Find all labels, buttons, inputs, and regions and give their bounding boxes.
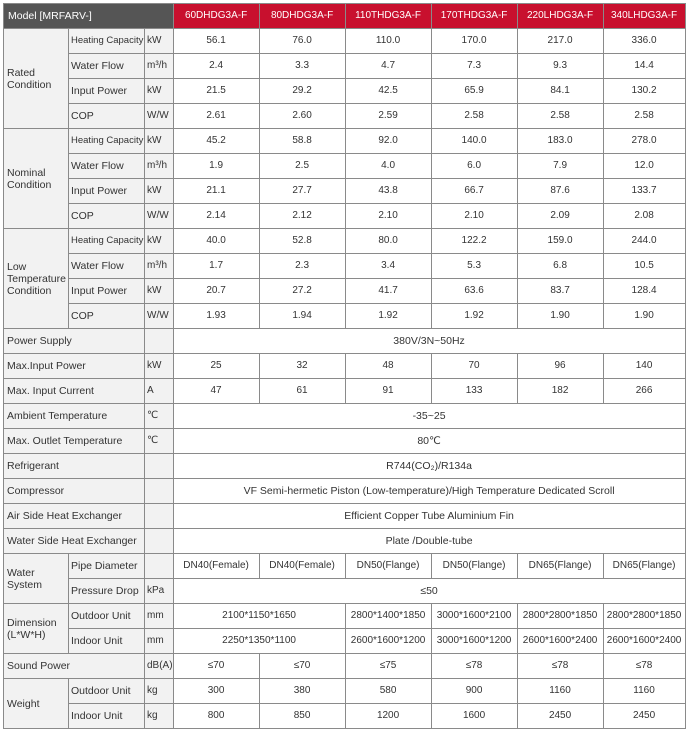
- value-cell: 45.2: [173, 129, 259, 154]
- parameter-label: Compressor: [4, 479, 145, 504]
- compressor-row: [4, 479, 686, 504]
- value-cell: 800: [173, 704, 259, 729]
- value-cell: 3.3: [259, 54, 345, 79]
- value-cell: 2800*2800*1850: [603, 604, 685, 629]
- value-cell: 2600*1600*2400: [517, 629, 603, 654]
- value-cell: 850: [259, 704, 345, 729]
- value-cell: 96: [517, 354, 603, 379]
- value-cell: 2.12: [259, 204, 345, 229]
- value-cell: 10.5: [603, 254, 685, 279]
- water-system-row: [4, 579, 686, 604]
- value-cell: 56.1: [173, 29, 259, 54]
- value-cell: 2800*1400*1850: [345, 604, 431, 629]
- value-cell: 14.4: [603, 54, 685, 79]
- water-system-label: Water System: [4, 554, 69, 604]
- value-cell: 2450: [517, 704, 603, 729]
- nominal-condition-label: Nominal Condition: [4, 129, 69, 229]
- value-cell: 43.8: [345, 179, 431, 204]
- parameter-label: Water Side Heat Exchanger: [4, 529, 145, 554]
- unit-label: [145, 529, 174, 554]
- value-cell: 21.1: [173, 179, 259, 204]
- max-input-current-row: [4, 379, 686, 404]
- spec-table-body: [4, 4, 686, 729]
- parameter-label: Indoor Unit: [69, 629, 145, 654]
- condition-row: [4, 79, 686, 104]
- value-cell: 2.58: [431, 104, 517, 129]
- value-cell: 41.7: [345, 279, 431, 304]
- parameter-label: Heating Capacity: [69, 229, 145, 254]
- parameter-label: Max. Outlet Temperature: [4, 429, 145, 454]
- value-cell: 182: [517, 379, 603, 404]
- value-cell: DN50(Flange): [431, 554, 517, 579]
- value-cell: 1160: [603, 679, 685, 704]
- value-cell: ≤78: [603, 654, 685, 679]
- value-cell: 5.3: [431, 254, 517, 279]
- value-cell: 2.09: [517, 204, 603, 229]
- value-cell: ≤70: [173, 654, 259, 679]
- sound-power-row: [4, 654, 686, 679]
- value-cell: 1600: [431, 704, 517, 729]
- condition-row: [4, 179, 686, 204]
- value-cell: 266: [603, 379, 685, 404]
- value-cell: 1.93: [173, 304, 259, 329]
- shared-value: Plate /Double-tube: [173, 529, 685, 554]
- unit-label: W/W: [145, 304, 174, 329]
- unit-label: [145, 554, 174, 579]
- value-cell: 2.4: [173, 54, 259, 79]
- value-cell: 2600*1600*2400: [603, 629, 685, 654]
- shared-value: 80℃: [173, 429, 685, 454]
- value-cell: 91: [345, 379, 431, 404]
- parameter-label: COP: [69, 304, 145, 329]
- value-cell: DN40(Female): [259, 554, 345, 579]
- rated-condition-label: Rated Condition: [4, 29, 69, 129]
- parameter-label: Air Side Heat Exchanger: [4, 504, 145, 529]
- parameter-label: Water Flow: [69, 154, 145, 179]
- unit-label: W/W: [145, 204, 174, 229]
- value-cell: 27.2: [259, 279, 345, 304]
- value-cell: 900: [431, 679, 517, 704]
- parameter-label: Ambient Temperature: [4, 404, 145, 429]
- value-cell: 1.7: [173, 254, 259, 279]
- unit-label: mm: [145, 604, 174, 629]
- value-cell: 2100*1150*1650: [173, 604, 345, 629]
- value-cell: 52.8: [259, 229, 345, 254]
- value-cell: DN50(Flange): [345, 554, 431, 579]
- water-side-heat-exchanger-row: [4, 529, 686, 554]
- parameter-label: Water Flow: [69, 54, 145, 79]
- value-cell: 133.7: [603, 179, 685, 204]
- parameter-label: Input Power: [69, 79, 145, 104]
- value-cell: 140.0: [431, 129, 517, 154]
- value-cell: 1.90: [517, 304, 603, 329]
- value-cell: 244.0: [603, 229, 685, 254]
- air-side-heat-exchanger-row: [4, 504, 686, 529]
- value-cell: 2.10: [431, 204, 517, 229]
- unit-label: [145, 454, 174, 479]
- condition-row: [4, 254, 686, 279]
- value-cell: 122.2: [431, 229, 517, 254]
- value-cell: 133: [431, 379, 517, 404]
- parameter-label: Max.Input Power: [4, 354, 145, 379]
- value-cell: 3000*1600*2100: [431, 604, 517, 629]
- value-cell: 42.5: [345, 79, 431, 104]
- unit-label: [145, 329, 174, 354]
- unit-label: kW: [145, 79, 174, 104]
- value-cell: 12.0: [603, 154, 685, 179]
- value-cell: 20.7: [173, 279, 259, 304]
- model-name: 220LHDG3A-F: [517, 4, 603, 29]
- unit-label: kg: [145, 704, 174, 729]
- parameter-label: Input Power: [69, 279, 145, 304]
- unit-label: mm: [145, 629, 174, 654]
- value-cell: ≤75: [345, 654, 431, 679]
- value-cell: 66.7: [431, 179, 517, 204]
- unit-label: kW: [145, 129, 174, 154]
- value-cell: 7.3: [431, 54, 517, 79]
- condition-row: [4, 154, 686, 179]
- parameter-label: Indoor Unit: [69, 704, 145, 729]
- value-cell: 1160: [517, 679, 603, 704]
- value-cell: 580: [345, 679, 431, 704]
- value-cell: 7.9: [517, 154, 603, 179]
- parameter-label: Power Supply: [4, 329, 145, 354]
- value-cell: 130.2: [603, 79, 685, 104]
- value-cell: ≤78: [517, 654, 603, 679]
- dimension-label: Dimension (L*W*H): [4, 604, 69, 654]
- value-cell: 1.92: [345, 304, 431, 329]
- parameter-label: Max. Input Current: [4, 379, 145, 404]
- unit-label: ℃: [145, 404, 174, 429]
- condition-row: [4, 229, 686, 254]
- parameter-label: Outdoor Unit: [69, 679, 145, 704]
- unit-label: m³/h: [145, 254, 174, 279]
- value-cell: 4.0: [345, 154, 431, 179]
- parameter-label: COP: [69, 204, 145, 229]
- weight-row: [4, 679, 686, 704]
- value-cell: 159.0: [517, 229, 603, 254]
- value-cell: 1200: [345, 704, 431, 729]
- condition-row: [4, 54, 686, 79]
- model-name: 80DHDG3A-F: [259, 4, 345, 29]
- value-cell: 84.1: [517, 79, 603, 104]
- model-name: 110THDG3A-F: [345, 4, 431, 29]
- parameter-label: Heating Capacity: [69, 129, 145, 154]
- unit-label: kW: [145, 279, 174, 304]
- value-cell: 278.0: [603, 129, 685, 154]
- value-cell: 25: [173, 354, 259, 379]
- max-input-power-row: [4, 354, 686, 379]
- condition-row: [4, 304, 686, 329]
- shared-value: VF Semi-hermetic Piston (Low-temperature)/High Temperature Dedicated Scroll: [173, 479, 685, 504]
- dimension-row: [4, 604, 686, 629]
- model-name: 60DHDG3A-F: [173, 4, 259, 29]
- condition-row: [4, 129, 686, 154]
- value-cell: 80.0: [345, 229, 431, 254]
- value-cell: 2.3: [259, 254, 345, 279]
- condition-row: [4, 29, 686, 54]
- unit-label: kg: [145, 679, 174, 704]
- parameter-label: Outdoor Unit: [69, 604, 145, 629]
- value-cell: 9.3: [517, 54, 603, 79]
- value-cell: 217.0: [517, 29, 603, 54]
- value-cell: 2.58: [603, 104, 685, 129]
- parameter-label: Heating Capacity: [69, 29, 145, 54]
- value-cell: 1.9: [173, 154, 259, 179]
- value-cell: 110.0: [345, 29, 431, 54]
- value-cell: 63.6: [431, 279, 517, 304]
- value-cell: DN65(Flange): [603, 554, 685, 579]
- unit-label: kW: [145, 29, 174, 54]
- value-cell: 1.94: [259, 304, 345, 329]
- value-cell: 170.0: [431, 29, 517, 54]
- value-cell: 380: [259, 679, 345, 704]
- unit-label: kW: [145, 179, 174, 204]
- value-cell: 2.5: [259, 154, 345, 179]
- power-supply-row: [4, 329, 686, 354]
- model-header: Model [MRFARV-]: [4, 4, 174, 29]
- parameter-label: Refrigerant: [4, 454, 145, 479]
- model-name: 170THDG3A-F: [431, 4, 517, 29]
- value-cell: 48: [345, 354, 431, 379]
- unit-label: dB(A): [145, 654, 174, 679]
- unit-label: m³/h: [145, 154, 174, 179]
- condition-row: [4, 104, 686, 129]
- unit-label: kW: [145, 354, 174, 379]
- header-row: [4, 4, 686, 29]
- value-cell: DN65(Flange): [517, 554, 603, 579]
- value-cell: 2.08: [603, 204, 685, 229]
- parameter-label: COP: [69, 104, 145, 129]
- parameter-label: Pressure Drop: [69, 579, 145, 604]
- value-cell: 21.5: [173, 79, 259, 104]
- value-cell: 2.61: [173, 104, 259, 129]
- value-cell: 1.90: [603, 304, 685, 329]
- value-cell: 2.14: [173, 204, 259, 229]
- refrigerant-row: [4, 454, 686, 479]
- value-cell: 61: [259, 379, 345, 404]
- unit-label: W/W: [145, 104, 174, 129]
- parameter-label: Pipe Diameter: [69, 554, 145, 579]
- condition-row: [4, 279, 686, 304]
- unit-label: kW: [145, 229, 174, 254]
- value-cell: 70: [431, 354, 517, 379]
- value-cell: ≤78: [431, 654, 517, 679]
- value-cell: 92.0: [345, 129, 431, 154]
- weight-row: [4, 704, 686, 729]
- value-cell: DN40(Female): [173, 554, 259, 579]
- max-outlet-temperature-row: [4, 429, 686, 454]
- value-cell: 300: [173, 679, 259, 704]
- model-name: 340LHDG3A-F: [603, 4, 685, 29]
- value-cell: 336.0: [603, 29, 685, 54]
- value-cell: 3000*1600*1200: [431, 629, 517, 654]
- value-cell: 58.8: [259, 129, 345, 154]
- spec-table: [3, 3, 686, 729]
- value-cell: ≤70: [259, 654, 345, 679]
- value-cell: 2.60: [259, 104, 345, 129]
- value-cell: 2.10: [345, 204, 431, 229]
- value-cell: 27.7: [259, 179, 345, 204]
- shared-value: R744(CO₂)/R134a: [173, 454, 685, 479]
- value-cell: 40.0: [173, 229, 259, 254]
- condition-row: [4, 204, 686, 229]
- shared-value: ≤50: [173, 579, 685, 604]
- value-cell: 2.58: [517, 104, 603, 129]
- value-cell: 2250*1350*1100: [173, 629, 345, 654]
- parameter-label: Water Flow: [69, 254, 145, 279]
- value-cell: 140: [603, 354, 685, 379]
- dimension-row: [4, 629, 686, 654]
- unit-label: m³/h: [145, 54, 174, 79]
- value-cell: 4.7: [345, 54, 431, 79]
- value-cell: 32: [259, 354, 345, 379]
- shared-value: Efficient Copper Tube Aluminium Fin: [173, 504, 685, 529]
- low-temperature-condition-label: Low Temperature Condition: [4, 229, 69, 329]
- unit-label: kPa: [145, 579, 174, 604]
- parameter-label: Input Power: [69, 179, 145, 204]
- unit-label: ℃: [145, 429, 174, 454]
- value-cell: 47: [173, 379, 259, 404]
- value-cell: 2600*1600*1200: [345, 629, 431, 654]
- value-cell: 128.4: [603, 279, 685, 304]
- shared-value: -35~25: [173, 404, 685, 429]
- shared-value: 380V/3N~50Hz: [173, 329, 685, 354]
- unit-label: A: [145, 379, 174, 404]
- value-cell: 87.6: [517, 179, 603, 204]
- value-cell: 83.7: [517, 279, 603, 304]
- value-cell: 76.0: [259, 29, 345, 54]
- value-cell: 2450: [603, 704, 685, 729]
- parameter-label: Sound Power: [4, 654, 145, 679]
- unit-label: [145, 504, 174, 529]
- value-cell: 6.8: [517, 254, 603, 279]
- value-cell: 2800*2800*1850: [517, 604, 603, 629]
- water-system-row: [4, 554, 686, 579]
- value-cell: 2.59: [345, 104, 431, 129]
- unit-label: [145, 479, 174, 504]
- value-cell: 65.9: [431, 79, 517, 104]
- ambient-temperature-row: [4, 404, 686, 429]
- value-cell: 29.2: [259, 79, 345, 104]
- value-cell: 1.92: [431, 304, 517, 329]
- value-cell: 3.4: [345, 254, 431, 279]
- value-cell: 183.0: [517, 129, 603, 154]
- value-cell: 6.0: [431, 154, 517, 179]
- weight-label: Weight: [4, 679, 69, 729]
